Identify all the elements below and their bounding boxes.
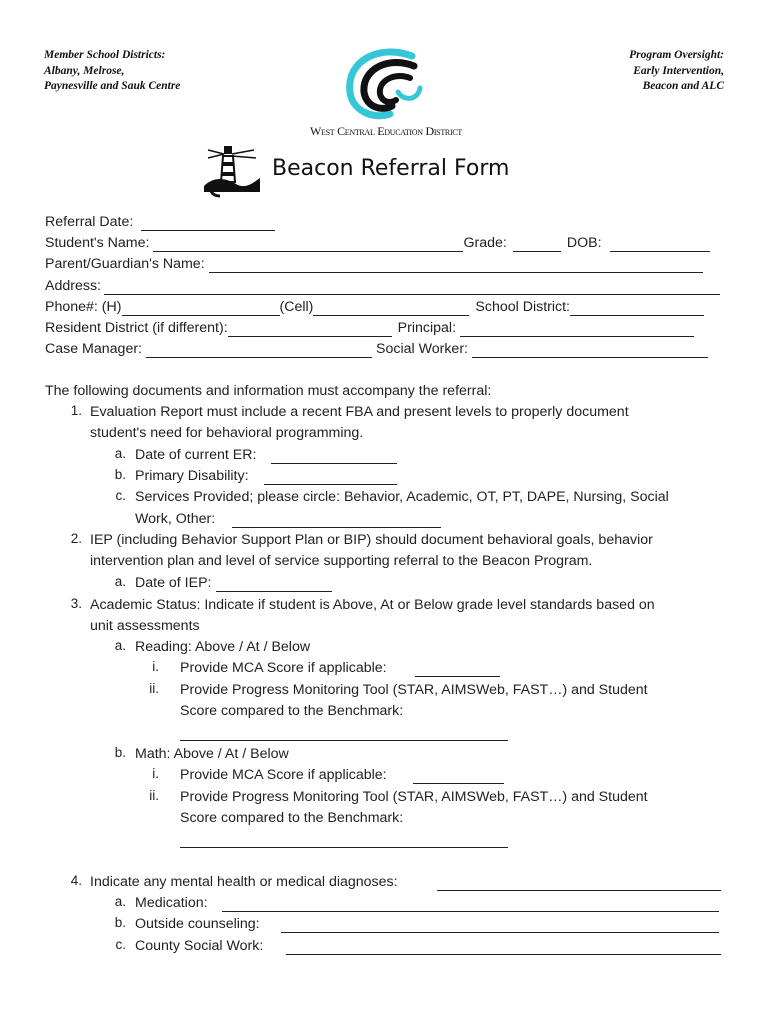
roman-numeral: i. bbox=[152, 659, 159, 674]
parent-name-field[interactable] bbox=[209, 257, 703, 273]
case-manager-row bbox=[45, 340, 708, 358]
header-left-line: Member School Districts: bbox=[44, 49, 166, 61]
item-1c-text: Services Provided; please circle: Behavior, Academic, OT, PT, DAPE, Nursing, Social bbox=[135, 489, 669, 505]
social-work-label: County Social Work: bbox=[135, 938, 264, 954]
sub-letter: b. bbox=[114, 915, 126, 930]
item-number: 1. bbox=[70, 403, 82, 418]
iep-date-field[interactable] bbox=[216, 576, 332, 592]
sub-letter: a. bbox=[114, 638, 126, 653]
sub-letter: c. bbox=[115, 937, 126, 952]
counseling-label: Outside counseling: bbox=[135, 916, 260, 932]
intro-text: The following documents and information must accompany the referral: bbox=[45, 383, 492, 399]
math-mca-label: Provide MCA Score if applicable: bbox=[180, 767, 387, 783]
math-pm-field[interactable] bbox=[180, 832, 508, 848]
counseling-field[interactable] bbox=[281, 917, 719, 933]
social-worker-label: Social Worker: bbox=[376, 341, 468, 357]
principal-field[interactable] bbox=[460, 321, 694, 337]
item-3-text: Academic Status: Indicate if student is Above, At or Below grade level standards based on bbox=[90, 597, 655, 613]
item-number: 3. bbox=[70, 596, 82, 611]
parent-name-label: Parent/Guardian's Name: bbox=[45, 256, 205, 272]
lighthouse-icon bbox=[202, 142, 268, 200]
resident-row bbox=[45, 319, 694, 337]
sub-letter: c. bbox=[115, 488, 126, 503]
diagnoses-label: Indicate any mental health or medical diagnoses: bbox=[90, 874, 398, 890]
form-title: Beacon Referral Form bbox=[272, 156, 510, 181]
header-left-line: Albany, Melrose, bbox=[44, 64, 125, 77]
referral-date-row bbox=[45, 213, 275, 231]
address-field[interactable] bbox=[104, 279, 720, 295]
primary-disability-field[interactable] bbox=[264, 469, 397, 485]
math-pm-text: Score compared to the Benchmark: bbox=[180, 810, 404, 826]
reading-mca-field[interactable] bbox=[415, 661, 500, 677]
student-name-field[interactable] bbox=[153, 236, 463, 252]
reading-pm-text: Provide Progress Monitoring Tool (STAR, AIMSWeb, FAST…) and Student bbox=[180, 682, 648, 698]
item-1b-label: Primary Disability: bbox=[135, 468, 249, 484]
roman-numeral: ii. bbox=[149, 681, 159, 696]
sub-letter: a. bbox=[114, 574, 126, 589]
services-other-field[interactable] bbox=[232, 512, 441, 528]
reading-mca-label: Provide MCA Score if applicable: bbox=[180, 660, 387, 676]
phone-home-label: Phone#: (H) bbox=[45, 299, 122, 315]
header-right-line: Early Intervention, bbox=[633, 64, 724, 77]
header-right-line: Beacon and ALC bbox=[642, 80, 724, 92]
school-district-label: School District: bbox=[475, 299, 570, 315]
item-1-text: student's need for behavioral programming. bbox=[90, 425, 364, 441]
math-pm-text: Provide Progress Monitoring Tool (STAR, AIMSWeb, FAST…) and Student bbox=[180, 789, 648, 805]
parent-row bbox=[45, 255, 703, 273]
item-2-text: IEP (including Behavior Support Plan or BIP) should document behavioral goals, behavior bbox=[90, 532, 653, 548]
medication-field[interactable] bbox=[222, 896, 719, 912]
case-manager-label: Case Manager: bbox=[45, 341, 142, 357]
er-date-field[interactable] bbox=[271, 448, 397, 464]
phone-cell-field[interactable] bbox=[313, 300, 469, 316]
student-name-label: Student's Name: bbox=[45, 235, 150, 251]
resident-district-label: Resident District (if different): bbox=[45, 320, 228, 336]
referral-date-label: Referral Date: bbox=[45, 214, 134, 230]
member-districts-text bbox=[44, 48, 180, 95]
header-right-line: Program Oversight: bbox=[629, 49, 724, 61]
phone-cell-label: (Cell) bbox=[279, 299, 314, 315]
header-left-line: Paynesville and Sauk Centre bbox=[44, 80, 181, 92]
dob-field[interactable] bbox=[610, 236, 710, 252]
grade-label: Grade: bbox=[463, 235, 507, 251]
item-1-text: Evaluation Report must include a recent FBA and present levels to properly document bbox=[90, 404, 629, 420]
sub-letter: b. bbox=[114, 745, 126, 760]
item-number: 2. bbox=[70, 531, 82, 546]
item-3-text: unit assessments bbox=[90, 618, 200, 634]
social-work-field[interactable] bbox=[286, 939, 721, 955]
resident-district-field[interactable] bbox=[228, 321, 392, 337]
roman-numeral: i. bbox=[152, 766, 159, 781]
item-number: 4. bbox=[70, 873, 82, 888]
medication-label: Medication: bbox=[135, 895, 208, 911]
dob-label: DOB: bbox=[566, 235, 602, 251]
principal-label: Principal: bbox=[397, 320, 457, 336]
phone-home-field[interactable] bbox=[122, 300, 280, 316]
math-mca-field[interactable] bbox=[413, 768, 504, 784]
sub-letter: a. bbox=[114, 446, 126, 461]
case-manager-field[interactable] bbox=[146, 342, 372, 358]
sub-letter: a. bbox=[114, 894, 126, 909]
item-2-text: intervention plan and level of service supporting referral to the Beacon Program. bbox=[90, 553, 593, 569]
school-district-field[interactable] bbox=[570, 300, 704, 316]
district-name: West Central Education District bbox=[310, 124, 462, 138]
program-oversight-text bbox=[629, 48, 724, 95]
reading-pm-text: Score compared to the Benchmark: bbox=[180, 703, 404, 719]
sub-letter: b. bbox=[114, 467, 126, 482]
reading-pm-field[interactable] bbox=[180, 725, 508, 741]
item-1a-text bbox=[135, 445, 256, 466]
social-worker-field[interactable] bbox=[472, 342, 708, 358]
address-label: Address: bbox=[45, 278, 101, 294]
phone-row bbox=[45, 298, 704, 316]
item-1a-label: Date of current ER: bbox=[135, 447, 257, 463]
item-2a-label: Date of IEP: bbox=[135, 575, 212, 591]
address-row bbox=[45, 277, 720, 295]
diagnoses-field[interactable] bbox=[437, 875, 721, 891]
grade-field[interactable] bbox=[513, 236, 561, 252]
student-row bbox=[45, 234, 710, 252]
math-level-text: Math: Above / At / Below bbox=[135, 746, 289, 762]
reading-level-text: Reading: Above / At / Below bbox=[135, 639, 311, 655]
item-1c-text: Work, Other: bbox=[135, 511, 216, 527]
roman-numeral: ii. bbox=[149, 788, 159, 803]
referral-date-field[interactable] bbox=[141, 215, 275, 231]
